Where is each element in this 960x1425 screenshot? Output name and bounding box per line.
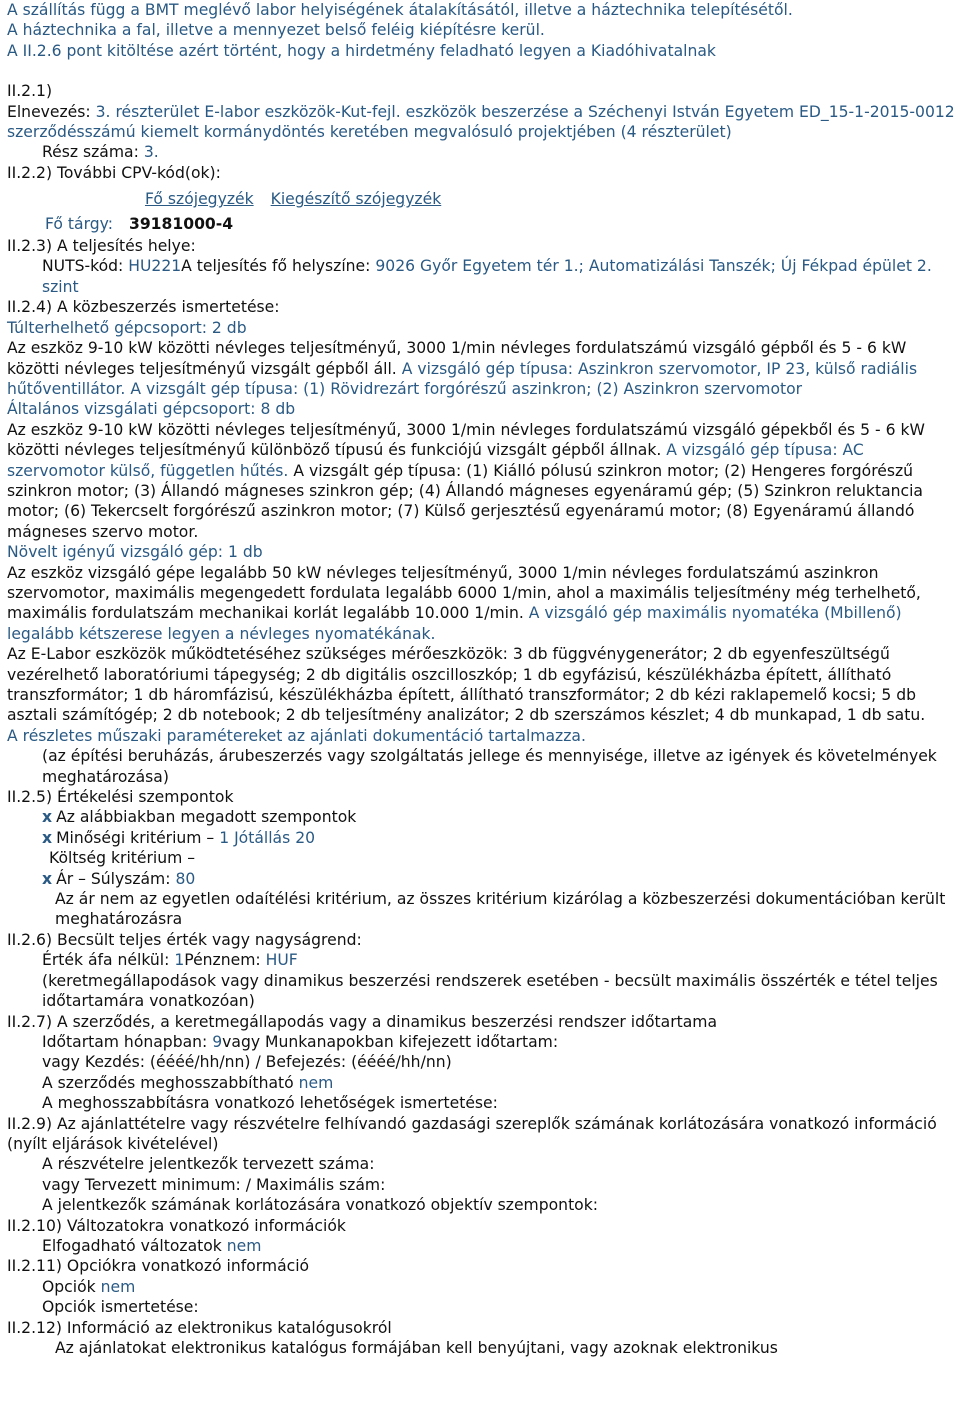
extension-description: A meghosszabbításra vonatkozó lehetőségek ismertetése: (42, 1094, 498, 1113)
section-heading: II.2.2) További CPV-kód(ok): (7, 163, 221, 182)
section-heading: II.2.7) A szerződés, a keretmegállapodás vagy a dinamikus beszerzési rendszer időtartama (7, 1012, 718, 1031)
name-label: Elnevezés: (7, 102, 96, 121)
currency-label: Pénznem: (184, 951, 266, 970)
extension-value: nem (298, 1073, 334, 1092)
part-label: Rész száma: (42, 143, 144, 162)
checked-mark-icon: x (42, 828, 53, 847)
criterion-item (7, 869, 956, 889)
description-block (7, 318, 956, 747)
section-heading: II.2.1) (7, 82, 53, 101)
value-note: (keretmegállapodások vagy dinamikus beszerzési rendszerek esetében - becsült maximális összérték e tétel teljes időtartamára vonatkozóan) (42, 971, 938, 1011)
place-of-performance (7, 256, 956, 297)
criterion-item (7, 828, 956, 848)
days-label: vagy Munkanapokban kifejezett időtartam: (222, 1032, 559, 1051)
part-number (7, 142, 956, 162)
checked-mark-icon: x (42, 869, 53, 888)
criterion-item: Költség kritérium – (49, 849, 196, 868)
cpv-columns (7, 189, 956, 209)
criterion-label: Minőségi kritérium – (56, 828, 220, 847)
nuts-label: NUTS-kód: (42, 257, 129, 276)
group-text-part: Az eszköz 9-10 kW közötti névleges teljesítményű, 3000 1/min névleges fordulatszámú vizsgáló gépből és 5 - 6 kW közötti névleges teljesítményű vizsgált gépből áll. (7, 339, 907, 378)
currency-value: HUF (265, 951, 298, 970)
criterion-label: Az alábbiakban megadott szempontok (56, 808, 357, 827)
main-object-label: Fő tárgy: (45, 214, 113, 233)
group-text (7, 563, 956, 645)
options-value: nem (100, 1277, 136, 1296)
section-heading: II.2.9) Az ajánlattételre vagy részvételre felhívandó gazdasági szereplők számának korlátozására vonatkozó információ (nyílt eljárások kivételével) (7, 1114, 937, 1153)
section-heading: II.2.5) Értékelési szempontok (7, 788, 234, 807)
section-heading: II.2.12) Információ az elektronikus katalógusokról (7, 1318, 392, 1337)
group-title: Növelt igényű vizsgáló gép: 1 db (7, 543, 263, 562)
group-text-part: A vizsgáló gép típusa: Aszinkron szervomotor, IP 23, külső radiális hűtőventillátor. A vizsgált gép típusa: (1) Rövidrezárt forgórészű aszinkron; (2) Aszinkron szervomotor (7, 359, 918, 398)
checked-mark-icon: x (42, 808, 53, 827)
group-text-part: A vizsgált gép típusa: (1) Kiálló pólusú szinkron motor; (2) Hengeres forgórészű szinkron motor; (3) Állandó mágneses szinkron gép; (4) Állandó mágneses egyenáramú gép; (5) Szinkron reluktancia motor; (6) Tekercselt forgórészű aszinkron motor; (7) Külső gerjesztésű egyenáramú motor; (8) Egyenáramú állandó mágneses szervo motor. (7, 461, 923, 541)
name-field (7, 102, 956, 143)
group-text (7, 338, 956, 399)
note-line: A szállítás függ a BMT meglévő labor helyiségének átalakításától, illetve a háztechnika telepítésétől. (7, 1, 793, 19)
note-line: A háztechnika a fal, illetve a mennyezet belső feléig kiépítésre kerül. (7, 21, 545, 40)
name-value: 3. részterület E-labor eszközök-Kut-fejl. eszközök beszerzése a Széchenyi István Egyetem ED_15-1-2015-0012 szerződésszámú kiemelt kormánydöntés keretében megvalósuló projektjében (4 részterület) (7, 102, 955, 142)
main-object (7, 214, 956, 234)
part-value: 3. (143, 143, 159, 162)
place-value: 9026 Győr Egyetem tér 1.; Automatizálási Tanszék; Új Fékpad épület 2. szint (42, 257, 932, 296)
options-label: Opciók (42, 1277, 101, 1296)
group-text-part: A vizsgáló gép maximális nyomatéka (Mbillenő) legalább kétszerese legyen a névleges nyomatékának. (7, 604, 902, 643)
place-label: A teljesítés fő helyszíne: (181, 257, 376, 276)
group-text (7, 420, 956, 542)
estimated-value (7, 950, 956, 970)
section-heading: II.2.10) Változatokra vonatkozó információk (7, 1216, 346, 1235)
months-value: 9 (212, 1032, 223, 1051)
nuts-value: HU221 (128, 257, 182, 276)
candidates-line: A jelentkezők számának korlátozására vonatkozó objektív szempontok: (42, 1196, 599, 1215)
note-line: A II.2.6 pont kitöltése azért történt, hogy a hirdetmény feladható legyen a Kiadóhivatalnak (7, 41, 716, 60)
options (7, 1277, 956, 1297)
months-label: Időtartam hónapban: (42, 1032, 213, 1051)
value-label: Érték áfa nélkül: (42, 951, 175, 970)
detail-note: A részletes műszaki paramétereket az ajánlati dokumentáció tartalmazza. (7, 726, 586, 745)
criterion-value: 80 (175, 869, 196, 888)
section-heading: II.2.11) Opciókra vonatkozó információ (7, 1257, 310, 1276)
group-text-part: Az eszköz 9-10 kW közötti névleges teljesítményű, 3000 1/min névleges fordulatszámú vizsgáló gépekből és 5 - 6 kW közötti névleges teljesítményű különböző típusú és funkciójú vizsgált gépből állnak. (7, 420, 925, 460)
duration-dates: vagy Kezdés: (éééé/hh/nn) / Befejezés: (éééé/hh/nn) (42, 1053, 452, 1072)
duration-months (7, 1032, 956, 1052)
section-heading: II.2.6) Becsült teljes érték vagy nagyságrend: (7, 930, 362, 949)
delivery-note (7, 0, 956, 61)
variants-label: Elfogadható változatok (42, 1236, 227, 1255)
variants-value: nem (226, 1236, 262, 1255)
criterion-note: Az ár nem az egyetlen odaítélési kritérium, az összes kritérium kizárólag a közbeszerzési dokumentációban került meghatározásra (55, 890, 946, 929)
extension-label: A szerződés meghosszabbítható (42, 1073, 299, 1092)
criterion-label: Ár – Súlyszám: (56, 869, 176, 888)
extension (7, 1073, 956, 1093)
candidates-line: vagy Tervezett minimum: / Maximális szám: (42, 1175, 386, 1194)
supplementary-vocabulary-link[interactable]: Kiegészítő szójegyzék (270, 190, 442, 209)
group-title: Túlterhelhető gépcsoport: 2 db (7, 318, 247, 337)
criterion-item (7, 807, 956, 827)
measurement-tools: Az E-Labor eszközök működtetéséhez szükséges mérőeszközök: 3 db függvénygenerátor; 2 db egyenfeszültségű vezérelhető laboratóriumi tápegység; 2 db digitális oszcilloszkóp; 1 db egyfázisú, készülékházba épített, állítható transzformátor; 1 db háromfázisú, készülékházba épített, állítható transzformátor; 2 db kézi raklapemelő kocsi; 5 db asztali számítógép; 2 db notebook; 2 db teljesítmény analizátor; 2 db szerszámos készlet; 4 db munkapad, 1 db satu. (7, 645, 926, 725)
cpv-code: 39181000-4 (128, 214, 234, 233)
section-heading: II.2.4) A közbeszerzés ismertetése: (7, 298, 280, 317)
group-text-part: Az eszköz vizsgáló gépe legalább 50 kW névleges teljesítményű, 3000 1/min névleges fordulatszámú aszinkron szervomotor, maximális megengedett fordulata legalább 6000 1/min, ahol a maximális teljesítmény még terhelhető, maximális fordulatszám mechanikai korlát legalább 10.000 1/min. (7, 563, 921, 623)
group-title: Általános vizsgálati gépcsoport: 8 db (7, 400, 296, 419)
section-heading: II.2.3) A teljesítés helye: (7, 237, 196, 256)
value-amount: 1 (174, 951, 185, 970)
description-note: (az építési beruházás, árubeszerzés vagy szolgáltatás jellege és mennyisége, illetve az igények és követelmények meghatározása) (42, 747, 937, 786)
candidates-line: A részvételre jelentkezők tervezett száma: (42, 1155, 375, 1174)
group-text-part: A vizsgáló gép típusa: AC szervomotor külső, független hűtés. (7, 441, 864, 480)
criterion-value: 1 Jótállás 20 (219, 828, 316, 847)
options-description: Opciók ismertetése: (42, 1298, 199, 1317)
variants (7, 1236, 956, 1256)
catalogue-text: Az ajánlatokat elektronikus katalógus formájában kell benyújtani, vagy azoknak elektronikus (55, 1339, 778, 1357)
main-vocabulary-link[interactable]: Fő szójegyzék (145, 190, 254, 209)
